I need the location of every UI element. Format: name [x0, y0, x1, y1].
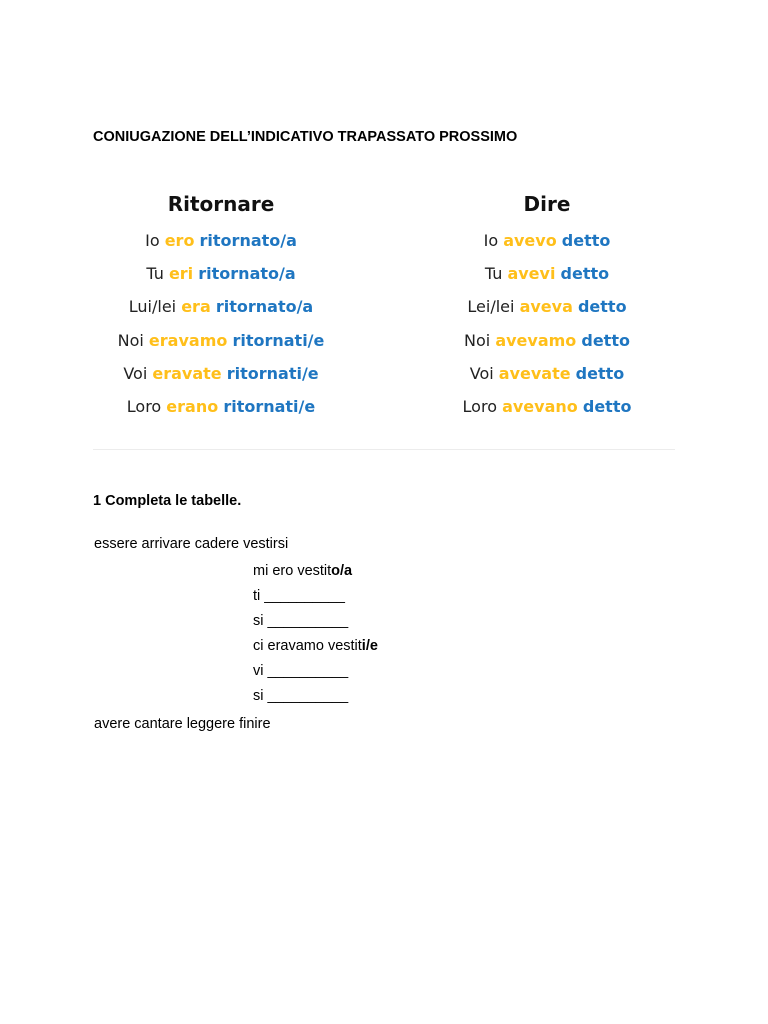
divider — [93, 449, 675, 450]
pronoun: Tu — [146, 264, 164, 284]
past-participle: detto — [575, 363, 625, 383]
conjugation-row — [101, 363, 341, 396]
exercise-text: si __________ — [253, 613, 349, 629]
auxiliary-verb: aveva — [519, 297, 573, 317]
exercise-row — [253, 663, 378, 688]
past-participle: ritornati/e — [232, 330, 325, 350]
conjugation-row — [427, 263, 667, 296]
past-participle: detto — [581, 330, 630, 350]
auxiliary-verb: era — [181, 297, 211, 317]
auxiliary-verb: avevi — [507, 264, 556, 284]
exercise-ending: i/e — [361, 638, 378, 654]
exercise-title: 1 Completa le tabelle. — [93, 493, 242, 509]
auxiliary-verb: eri — [168, 264, 194, 284]
exercise-table — [253, 563, 378, 713]
exercise-text: mi ero vestit — [253, 563, 332, 579]
auxiliary-verb: eravamo — [148, 330, 228, 350]
pronoun: Io — [483, 231, 499, 250]
exercise-text: si __________ — [253, 688, 349, 704]
past-participle: ritornato/a — [198, 264, 296, 284]
conjugation-column-dire — [427, 190, 667, 429]
past-participle: ritornato/a — [199, 231, 297, 250]
auxiliary-verb: avevate — [498, 363, 571, 383]
exercise-text: vi __________ — [253, 663, 349, 679]
verb-title: Ritornare — [167, 192, 275, 216]
auxiliary-verb: avevo — [503, 231, 557, 250]
conjugation-row — [427, 330, 667, 363]
exercise-ending: o/a — [331, 563, 353, 579]
exercise-row — [253, 688, 378, 713]
past-participle: detto — [561, 231, 611, 250]
pronoun: Loro — [126, 396, 162, 416]
conjugation-row — [427, 396, 667, 429]
past-participle: detto — [577, 297, 627, 317]
pronoun: Lei/lei — [467, 297, 515, 317]
auxiliary-verb: erano — [166, 396, 219, 416]
conjugation-row — [101, 263, 341, 296]
verb-list: essere arrivare cadere vestirsi — [94, 536, 289, 552]
document-title: CONIUGAZIONE DELL’INDICATIVO TRAPASSATO PROSSIMO — [93, 129, 518, 145]
pronoun: Voi — [123, 363, 148, 383]
conjugation-column-ritornare — [101, 190, 341, 429]
conjugation-row — [427, 363, 667, 396]
exercise-text: ti __________ — [253, 588, 345, 604]
verb-list: avere cantare leggere finire — [94, 716, 271, 732]
pronoun: Lui/lei — [128, 297, 177, 317]
auxiliary-verb: avevamo — [495, 330, 577, 350]
conjugation-row — [427, 296, 667, 329]
past-participle: ritornati/e — [226, 363, 319, 383]
conjugation-row — [101, 330, 341, 363]
pronoun: Noi — [464, 330, 491, 350]
exercise-row — [253, 563, 378, 588]
conjugation-row — [427, 230, 667, 263]
pronoun: Tu — [484, 264, 503, 284]
auxiliary-verb: ero — [164, 231, 195, 250]
auxiliary-verb: eravate — [152, 363, 222, 383]
conjugation-row — [101, 230, 341, 263]
exercise-text: ci eravamo vestit — [253, 638, 362, 654]
conjugation-row — [101, 296, 341, 329]
pronoun: Loro — [462, 396, 497, 416]
exercise-row — [253, 613, 378, 638]
pronoun: Io — [145, 231, 160, 250]
conjugation-row — [101, 396, 341, 429]
pronoun: Voi — [469, 363, 494, 383]
exercise-row — [253, 638, 378, 663]
past-participle: ritornato/a — [215, 297, 314, 317]
verb-title: Dire — [523, 192, 571, 216]
exercise-row — [253, 588, 378, 613]
pronoun: Noi — [117, 330, 144, 350]
auxiliary-verb: avevano — [502, 396, 578, 416]
past-participle: detto — [560, 264, 610, 284]
past-participle: ritornati/e — [223, 396, 316, 416]
past-participle: detto — [582, 396, 632, 416]
